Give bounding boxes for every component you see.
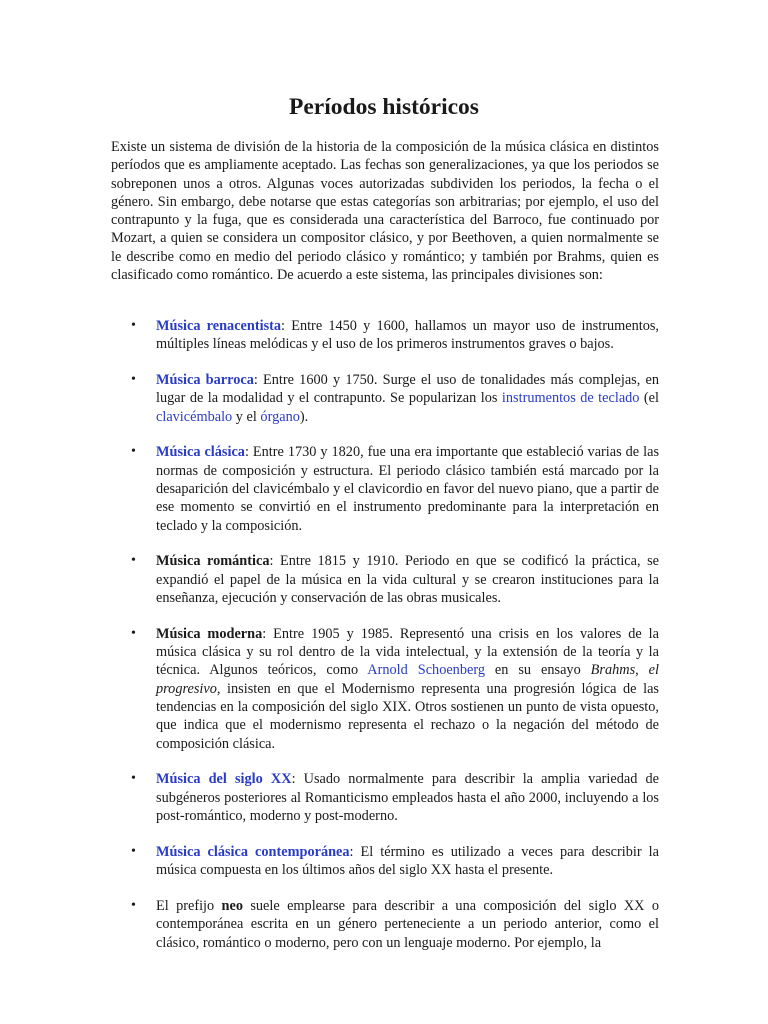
link-musica-clasica-contemporanea[interactable]: Música clásica contemporánea [156, 843, 350, 860]
page-title: Períodos históricos [289, 94, 479, 120]
item-text: suele emplearse para describir a una composición del siglo XX o contemporánea escrita en un género perteneciente a un periodo anterior, como el clásico, romántico o moderno, pero con un lenguaje moderno. Por ejemplo, la [156, 897, 659, 951]
item-text: : Entre 1450 y 1600, hallamos un mayor uso de instrumentos, múltiples líneas melódicas y el uso de los primeros instrumentos graves o bajos. [156, 318, 659, 353]
item-text: y el [232, 408, 261, 425]
term-musica-romantica: Música romántica [156, 553, 270, 570]
link-instrumentos-de-teclado[interactable]: instrumentos de teclado [501, 390, 640, 407]
bullet-icon: • [131, 897, 136, 913]
item-text: El prefijo [156, 897, 222, 914]
item-text: en su ensayo [484, 662, 591, 679]
bullet-icon: • [131, 843, 136, 859]
item-text: : El término es utilizado a veces para describir la música compuesta en los últimos años del siglo XX hasta el presente. [156, 843, 659, 879]
periods-list [0, 317, 768, 969]
essay-title: Brahms, el progresivo [156, 662, 659, 697]
list-item-renacentista [0, 317, 659, 354]
term-neo: neo [221, 897, 243, 914]
link-arnold-schoenberg[interactable]: Arnold Schoenberg [367, 662, 485, 679]
link-musica-clasica[interactable]: Música clásica [156, 444, 245, 461]
item-text: : Entre 1905 y 1985. Representó una crisis en los valores de la música clásica y su rol dentro de la vida intelectual, y la extensión de la teoría y la técnica. Algunos teóricos, como [156, 625, 659, 679]
bullet-icon: • [131, 372, 136, 388]
bullet-icon: • [131, 318, 136, 333]
item-text: : Entre 1815 y 1910. Periodo en que se codificó la práctica, se expandió el papel de la música en la vida cultural y se crearon instituciones para la enseñanza, ejecución y conservación de las obras musicales. [156, 553, 659, 607]
list-item-moderna [0, 625, 659, 753]
bullet-icon: • [131, 553, 136, 569]
bullet-icon: • [131, 771, 136, 787]
item-text: : Entre 1730 y 1820, fue una era importante que estableció varias de las normas de composición y estructura. El periodo clásico también está marcado por la desaparición del clavicémbalo y el clavicordio en favor del nuevo piano, que a partir de ese momento se convirtió en el instrumento predominante para la interpretación en teclado y la composición. [156, 444, 660, 534]
item-text: ). [299, 408, 309, 425]
bullet-icon: • [131, 625, 136, 641]
list-item-clasica [0, 443, 659, 534]
item-text: : Entre 1600 y 1750. Surge el uso de tonalidades más complejas, en lugar de la modalidad y el contrapunto. Se popularizan los [156, 372, 659, 407]
list-item-contemporanea [0, 843, 659, 880]
link-musica-renacentista[interactable]: Música renacentista [156, 318, 282, 334]
item-text: (el [639, 390, 660, 407]
list-item-siglo-xx [0, 770, 659, 825]
list-item-barroca [0, 371, 659, 426]
bullet-icon: • [131, 444, 136, 460]
item-text: , insisten en que el Modernismo representa una progresión lógica de las tendencias en la composición del siglo XIX. Otros sostienen un punto de vista opuesto, que indica que el modernismo representa el rechazo o la negación del método de composición clásica. [156, 680, 659, 752]
link-organo[interactable]: órgano [260, 408, 300, 425]
list-item-neo [0, 897, 659, 952]
term-musica-moderna: Música moderna [156, 625, 263, 642]
item-text: : Usado normalmente para describir la amplia variedad de subgéneros posteriores al Romanticismo empleados hasta el año 2000, incluyendo a los post-romántico, moderno y post-moderno. [156, 771, 660, 825]
intro-paragraph: Existe un sistema de división de la historia de la composición de la música clásica en distintos períodos que es ampliamente aceptado. Las fechas son generalizaciones, ya que los periodos se sobreponen unos a otros. Algunas voces autorizadas subdividen los periodos, la fecha o el género. Sin embargo, debe notarse que estas categorías son arbitrarias; por ejemplo, el uso del contrapunto y la fuga, que es considerada una característica del Barroco, fue continuado por Mozart, a quien se considera un compositor clásico, y por Beethoven, a quien normalmente se le describe como en medio del periodo clásico y romántico; y también por Brahms, quien es clasificado como romántico. De acuerdo a este sistema, las principales divisiones son: [111, 139, 659, 284]
link-clavicembalo[interactable]: clavicémbalo [156, 408, 233, 425]
list-item-romantica [0, 552, 659, 607]
link-musica-del-siglo-xx[interactable]: Música del siglo XX [156, 771, 292, 788]
link-musica-barroca[interactable]: Música barroca [156, 372, 254, 389]
